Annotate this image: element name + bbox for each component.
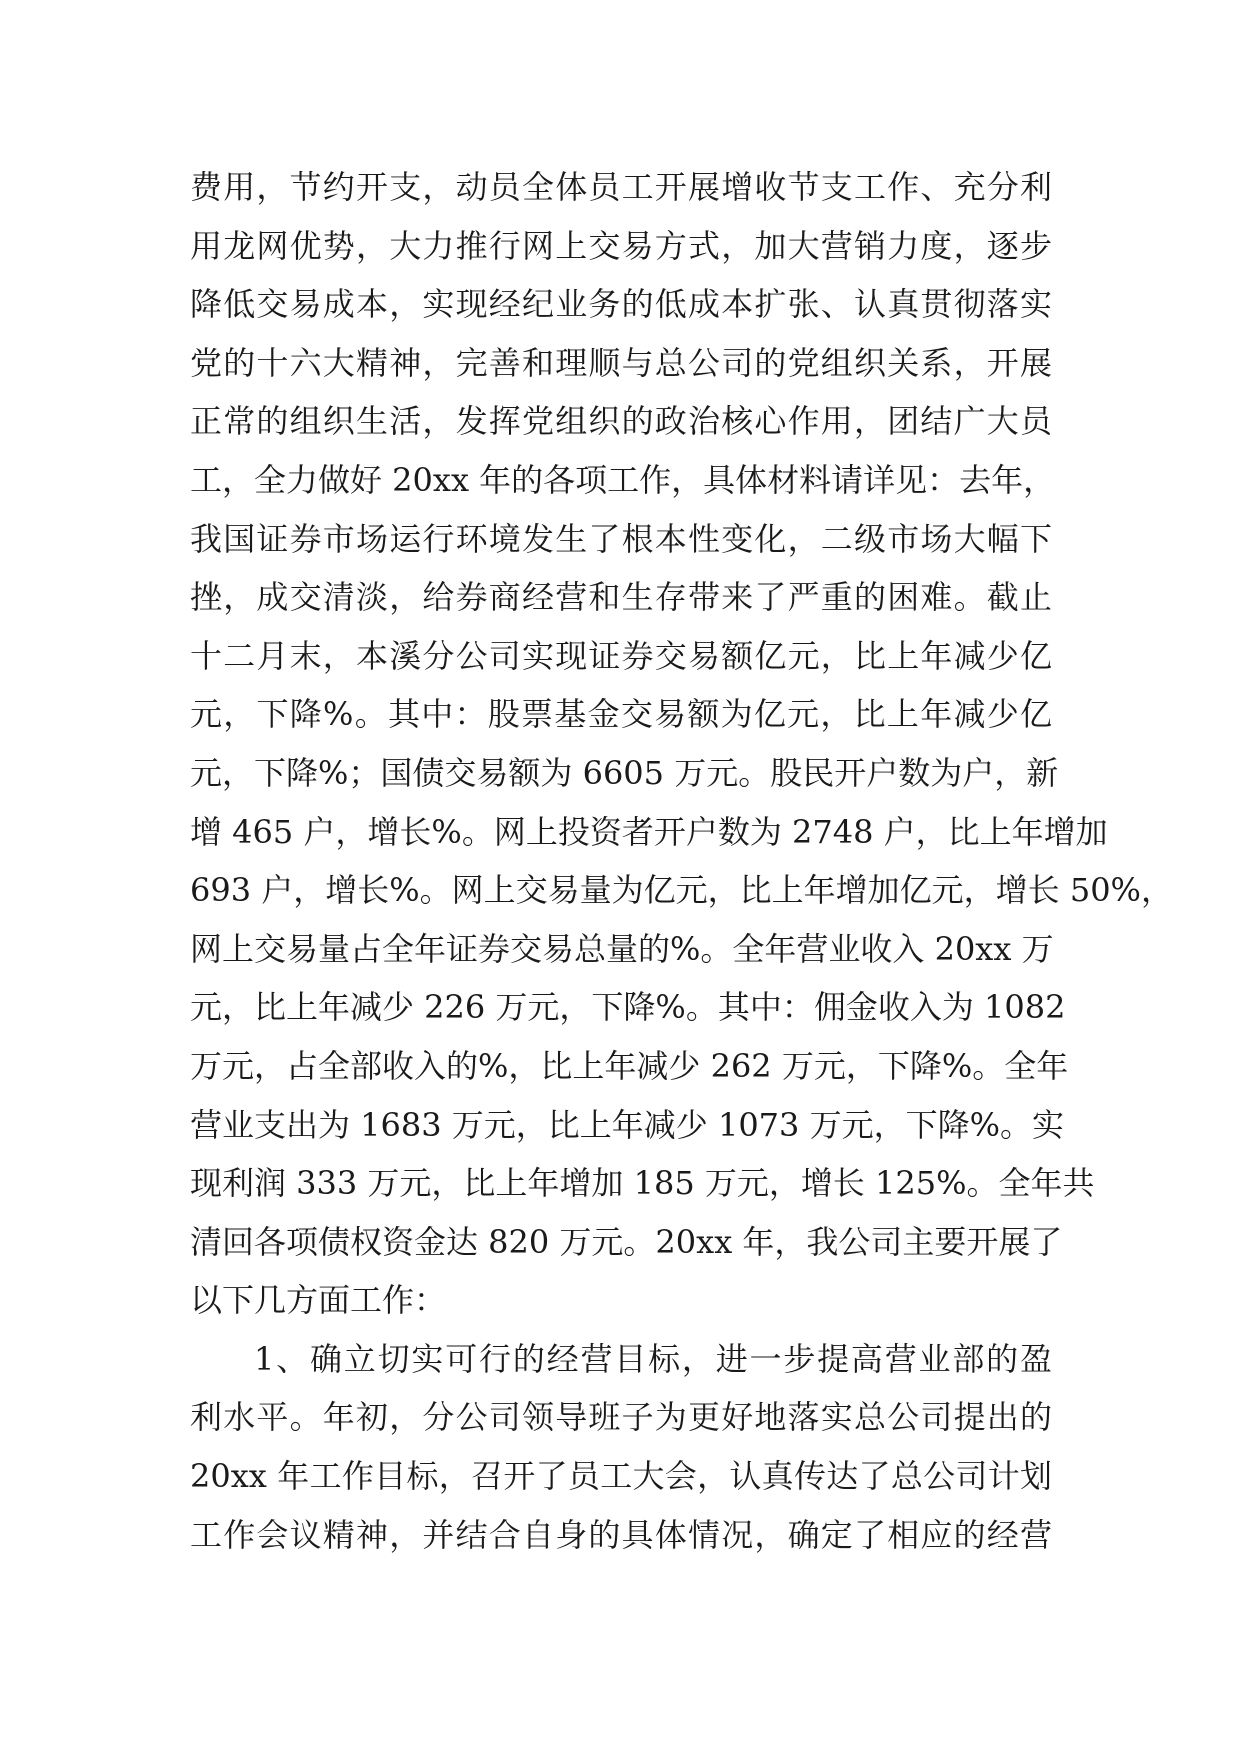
text-line: 元，下降%。其中：股票基金交易额为亿元，比上年减少亿 [190,695,1052,734]
text-line: 网上交易量占全年证券交易总量的%。全年营业收入 20xx 万 [190,929,1054,968]
text-line: 20xx 年工作目标，召开了员工大会，认真传达了总公司计划 [190,1457,1052,1496]
text-line: 正常的组织生活，发挥党组织的政治核心作用，团结广大员 [190,402,1052,441]
text-line: 元，比上年减少 226 万元，下降%。其中：佣金收入为 1082 [190,988,1066,1027]
paragraph-first-line: 1、确立切实可行的经营目标，进一步提高营业部的盈 [254,1339,1052,1378]
text-line: 工作会议精神，并结合自身的具体情况，确定了相应的经营 [190,1515,1052,1554]
text-line: 降低交易成本，实现经纪业务的低成本扩张、认真贯彻落实 [190,285,1052,324]
text-line: 693 户，增长%。网上交易量为亿元，比上年增加亿元，增长 50%， [190,871,1173,910]
text-line: 利水平。年初，分公司领导班子为更好地落实总公司提出的 [190,1398,1052,1437]
text-line: 元，下降%；国债交易额为 6605 万元。股民开户数为户，新 [190,753,1059,792]
text-line: 费用，节约开支，动员全体员工开展增收节支工作、充分利 [190,168,1052,206]
text-line: 我国证券市场运行环境发生了根本性变化，二级市场大幅下 [190,519,1052,558]
text-line: 万元，占全部收入的%，比上年减少 262 万元，下降%。全年 [190,1046,1069,1085]
text-line: 以下几方面工作： [190,1281,447,1320]
text-line: 营业支出为 1683 万元，比上年减少 1073 万元，下降%。实 [190,1105,1064,1144]
document-body [190,158,1173,1564]
text-line: 十二月末，本溪分公司实现证券交易额亿元，比上年减少亿 [190,636,1052,675]
text-line: 挫，成交清淡，给券商经营和生存带来了严重的困难。截止 [190,578,1052,617]
text-line: 清回各项债权资金达 820 万元。20xx 年，我公司主要开展了 [190,1222,1063,1261]
text-line: 现利润 333 万元，比上年增加 185 万元，增长 125%。全年共 [190,1164,1095,1203]
text-line: 增 465 户，增长%。网上投资者开户数为 2748 户，比上年增加 [190,812,1108,851]
text-line: 工，全力做好 20xx 年的各项工作，具体材料请详见：去年， [190,460,1056,499]
text-line: 党的十六大精神，完善和理顺与总公司的党组织关系，开展 [190,343,1052,382]
text-line: 用龙网优势，大力推行网上交易方式，加大营销力度，逐步 [190,226,1052,265]
